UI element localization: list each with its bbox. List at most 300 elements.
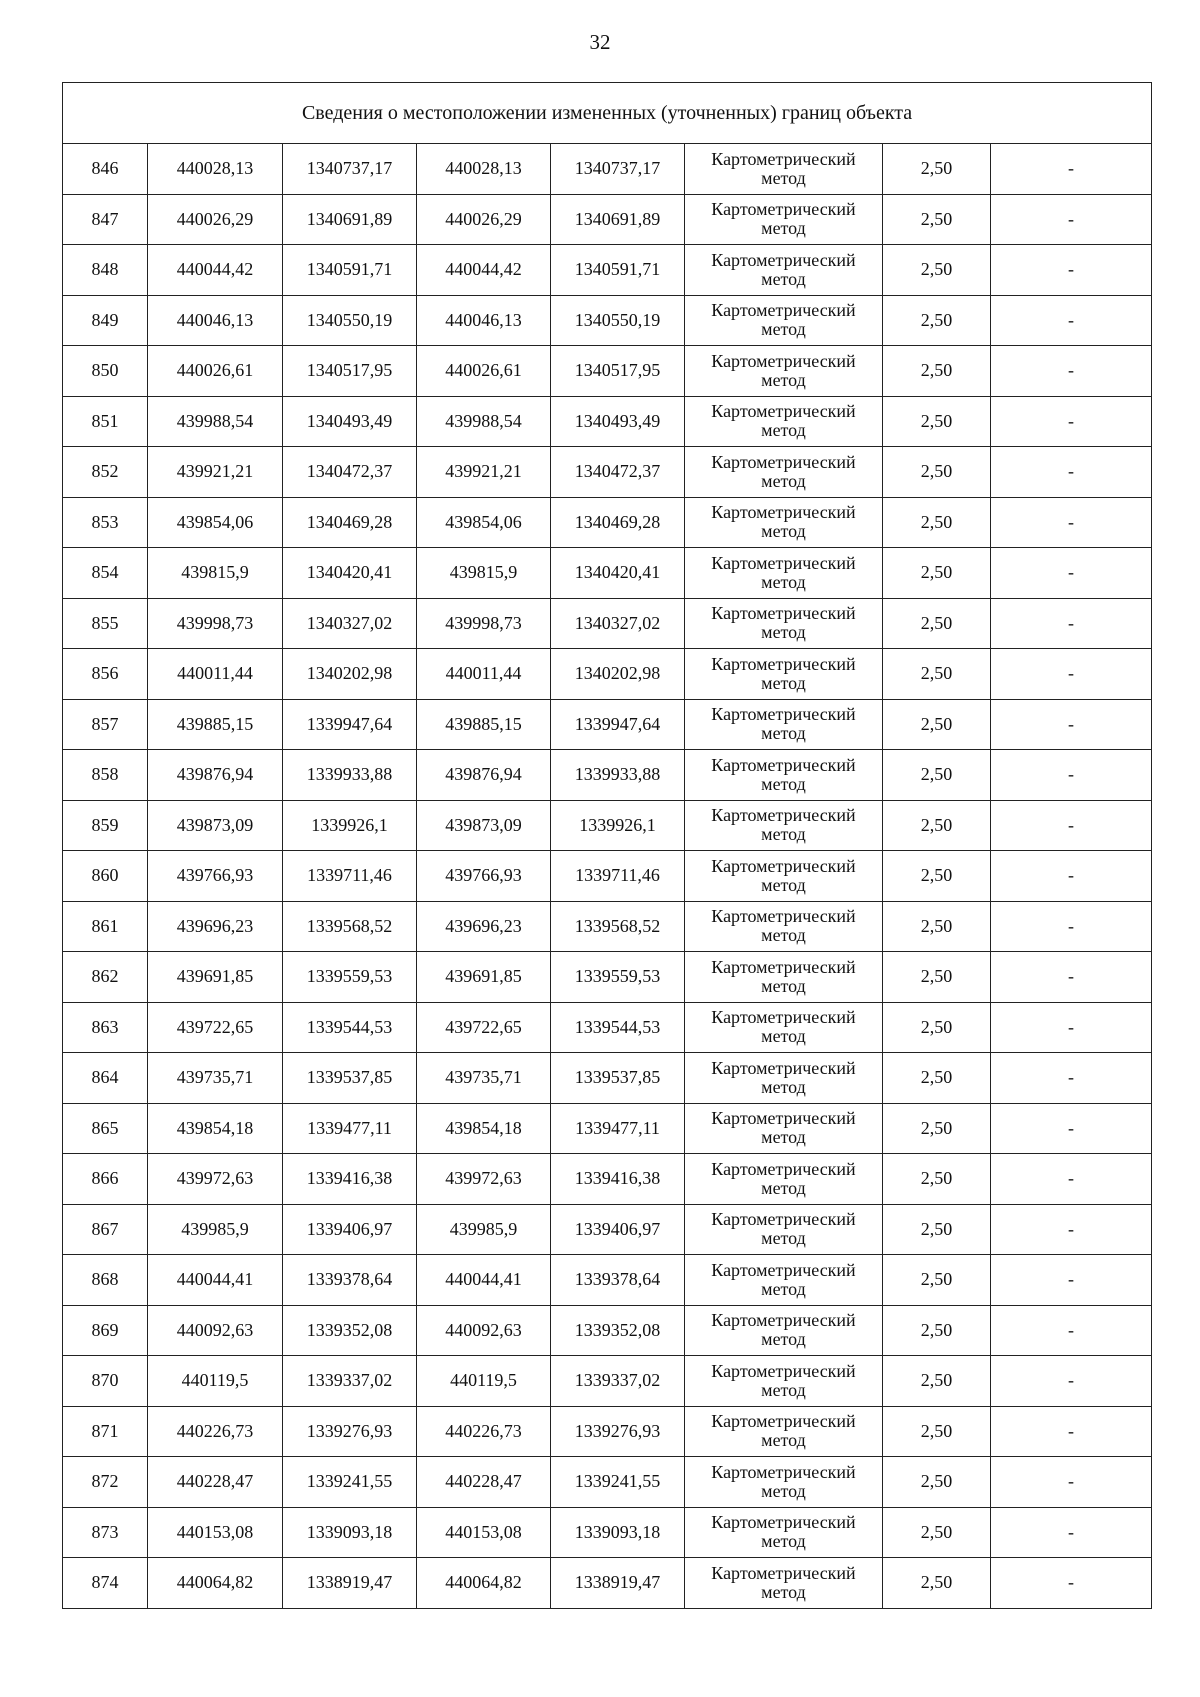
method-text: Картометрический: [711, 1562, 856, 1583]
method-cell: [685, 548, 883, 599]
point-number-cell: 871: [63, 1406, 148, 1457]
existing-x-cell: 440226,73: [148, 1406, 283, 1457]
point-number-cell: 854: [63, 548, 148, 599]
refined-x-cell: 439722,65: [417, 1002, 551, 1053]
point-number-cell: 856: [63, 649, 148, 700]
point-number-cell: 848: [63, 245, 148, 296]
refined-x-cell: 440226,73: [417, 1406, 551, 1457]
method-text: метод: [761, 470, 806, 491]
refined-y-cell: 1339537,85: [551, 1053, 685, 1104]
existing-y-cell: 1339933,88: [283, 750, 417, 801]
existing-y-cell: 1339241,55: [283, 1457, 417, 1508]
note-cell: -: [991, 295, 1152, 346]
existing-y-cell: 1339947,64: [283, 699, 417, 750]
existing-y-cell: 1340327,02: [283, 598, 417, 649]
existing-y-cell: 1340493,49: [283, 396, 417, 447]
table-row: [63, 1406, 1152, 1457]
precision-cell: 2,50: [883, 851, 991, 902]
refined-y-cell: 1340420,41: [551, 548, 685, 599]
precision-cell: 2,50: [883, 1305, 991, 1356]
method-text: метод: [761, 925, 806, 946]
method-text: Картометрический: [711, 502, 856, 523]
table-row: [63, 1204, 1152, 1255]
method-text: метод: [761, 773, 806, 794]
table-row: [63, 699, 1152, 750]
refined-y-cell: 1340737,17: [551, 144, 685, 195]
table-caption: Сведения о местоположении измененных (уточненных) границ объекта: [63, 83, 1152, 144]
table-row: [63, 1255, 1152, 1306]
method-text: Картометрический: [711, 249, 856, 270]
method-cell: [685, 1255, 883, 1306]
precision-cell: 2,50: [883, 1356, 991, 1407]
note-cell: -: [991, 1255, 1152, 1306]
note-cell: -: [991, 1507, 1152, 1558]
table-row: [63, 1457, 1152, 1508]
existing-x-cell: 439876,94: [148, 750, 283, 801]
table-row: [63, 1053, 1152, 1104]
method-text: метод: [761, 1329, 806, 1350]
method-cell: [685, 1002, 883, 1053]
refined-y-cell: 1339477,11: [551, 1103, 685, 1154]
method-text: метод: [761, 1228, 806, 1249]
existing-x-cell: 440153,08: [148, 1507, 283, 1558]
table-row: [63, 1002, 1152, 1053]
method-cell: [685, 346, 883, 397]
method-cell: [685, 750, 883, 801]
existing-y-cell: 1340691,89: [283, 194, 417, 245]
refined-x-cell: 439854,06: [417, 497, 551, 548]
refined-x-cell: 439815,9: [417, 548, 551, 599]
refined-x-cell: 439691,85: [417, 952, 551, 1003]
precision-cell: 2,50: [883, 1406, 991, 1457]
method-cell: [685, 295, 883, 346]
precision-cell: 2,50: [883, 548, 991, 599]
table-caption-row: [63, 83, 1152, 144]
refined-y-cell: 1340550,19: [551, 295, 685, 346]
method-text: метод: [761, 1531, 806, 1552]
method-cell: [685, 497, 883, 548]
refined-x-cell: 440044,41: [417, 1255, 551, 1306]
existing-x-cell: 439766,93: [148, 851, 283, 902]
method-text: метод: [761, 1026, 806, 1047]
method-text: Картометрический: [711, 1411, 856, 1432]
table-row: [63, 901, 1152, 952]
table-row: [63, 548, 1152, 599]
refined-y-cell: 1339559,53: [551, 952, 685, 1003]
existing-y-cell: 1339276,93: [283, 1406, 417, 1457]
refined-y-cell: 1339416,38: [551, 1154, 685, 1205]
refined-y-cell: 1339406,97: [551, 1204, 685, 1255]
refined-x-cell: 439873,09: [417, 800, 551, 851]
method-cell: [685, 1406, 883, 1457]
existing-y-cell: 1340591,71: [283, 245, 417, 296]
method-cell: [685, 396, 883, 447]
precision-cell: 2,50: [883, 346, 991, 397]
refined-y-cell: 1339544,53: [551, 1002, 685, 1053]
point-number-cell: 857: [63, 699, 148, 750]
precision-cell: 2,50: [883, 1558, 991, 1609]
method-text: Картометрический: [711, 754, 856, 775]
table-row: [63, 396, 1152, 447]
refined-x-cell: 439854,18: [417, 1103, 551, 1154]
note-cell: -: [991, 1305, 1152, 1356]
existing-x-cell: 439854,06: [148, 497, 283, 548]
refined-y-cell: 1339568,52: [551, 901, 685, 952]
coordinates-table: [62, 82, 1152, 1609]
method-text: метод: [761, 1177, 806, 1198]
refined-x-cell: 440011,44: [417, 649, 551, 700]
table-row: [63, 1507, 1152, 1558]
existing-x-cell: 439815,9: [148, 548, 283, 599]
refined-y-cell: 1339926,1: [551, 800, 685, 851]
note-cell: -: [991, 144, 1152, 195]
method-text: метод: [761, 1127, 806, 1148]
method-text: Картометрический: [711, 805, 856, 826]
point-number-cell: 862: [63, 952, 148, 1003]
method-text: Картометрический: [711, 350, 856, 371]
point-number-cell: 855: [63, 598, 148, 649]
existing-x-cell: 439854,18: [148, 1103, 283, 1154]
refined-y-cell: 1339947,64: [551, 699, 685, 750]
method-cell: [685, 901, 883, 952]
refined-x-cell: 440044,42: [417, 245, 551, 296]
table-row: [63, 851, 1152, 902]
method-text: метод: [761, 1076, 806, 1097]
method-text: Картометрический: [711, 906, 856, 927]
method-cell: [685, 699, 883, 750]
method-text: метод: [761, 319, 806, 340]
existing-x-cell: 439873,09: [148, 800, 283, 851]
note-cell: -: [991, 598, 1152, 649]
method-cell: [685, 245, 883, 296]
refined-y-cell: 1340517,95: [551, 346, 685, 397]
table-row: [63, 952, 1152, 1003]
method-text: Картометрический: [711, 1259, 856, 1280]
refined-y-cell: 1340472,37: [551, 447, 685, 498]
point-number-cell: 874: [63, 1558, 148, 1609]
method-cell: [685, 1053, 883, 1104]
refined-y-cell: 1339241,55: [551, 1457, 685, 1508]
note-cell: -: [991, 750, 1152, 801]
precision-cell: 2,50: [883, 295, 991, 346]
note-cell: -: [991, 851, 1152, 902]
existing-y-cell: 1340517,95: [283, 346, 417, 397]
precision-cell: 2,50: [883, 1053, 991, 1104]
table-row: [63, 1558, 1152, 1609]
note-cell: -: [991, 901, 1152, 952]
existing-x-cell: 439885,15: [148, 699, 283, 750]
table-row: [63, 245, 1152, 296]
refined-y-cell: 1339933,88: [551, 750, 685, 801]
note-cell: -: [991, 497, 1152, 548]
note-cell: -: [991, 1053, 1152, 1104]
existing-y-cell: 1339559,53: [283, 952, 417, 1003]
precision-cell: 2,50: [883, 245, 991, 296]
refined-x-cell: 439735,71: [417, 1053, 551, 1104]
note-cell: -: [991, 1457, 1152, 1508]
method-text: Картометрический: [711, 552, 856, 573]
method-text: Картометрический: [711, 1310, 856, 1331]
method-text: метод: [761, 1430, 806, 1451]
method-text: метод: [761, 824, 806, 845]
method-text: метод: [761, 268, 806, 289]
precision-cell: 2,50: [883, 1103, 991, 1154]
refined-y-cell: 1339337,02: [551, 1356, 685, 1407]
point-number-cell: 869: [63, 1305, 148, 1356]
note-cell: -: [991, 245, 1152, 296]
method-cell: [685, 851, 883, 902]
refined-x-cell: 439876,94: [417, 750, 551, 801]
existing-y-cell: 1340202,98: [283, 649, 417, 700]
table-row: [63, 447, 1152, 498]
existing-y-cell: 1340737,17: [283, 144, 417, 195]
existing-x-cell: 440011,44: [148, 649, 283, 700]
table-row: [63, 649, 1152, 700]
existing-y-cell: 1338919,47: [283, 1558, 417, 1609]
note-cell: -: [991, 1103, 1152, 1154]
existing-y-cell: 1339093,18: [283, 1507, 417, 1558]
method-text: Картометрический: [711, 1057, 856, 1078]
existing-y-cell: 1339537,85: [283, 1053, 417, 1104]
method-cell: [685, 598, 883, 649]
method-text: метод: [761, 1480, 806, 1501]
existing-x-cell: 439735,71: [148, 1053, 283, 1104]
point-number-cell: 867: [63, 1204, 148, 1255]
method-cell: [685, 1103, 883, 1154]
existing-x-cell: 439921,21: [148, 447, 283, 498]
existing-x-cell: 439691,85: [148, 952, 283, 1003]
table-row: [63, 497, 1152, 548]
precision-cell: 2,50: [883, 952, 991, 1003]
precision-cell: 2,50: [883, 598, 991, 649]
method-text: метод: [761, 874, 806, 895]
precision-cell: 2,50: [883, 1154, 991, 1205]
table-row: [63, 750, 1152, 801]
method-text: Картометрический: [711, 704, 856, 725]
refined-y-cell: 1340202,98: [551, 649, 685, 700]
existing-x-cell: 440046,13: [148, 295, 283, 346]
existing-y-cell: 1340469,28: [283, 497, 417, 548]
method-text: метод: [761, 1379, 806, 1400]
method-cell: [685, 1305, 883, 1356]
point-number-cell: 850: [63, 346, 148, 397]
precision-cell: 2,50: [883, 144, 991, 195]
refined-x-cell: 439766,93: [417, 851, 551, 902]
method-text: метод: [761, 521, 806, 542]
precision-cell: 2,50: [883, 699, 991, 750]
method-text: метод: [761, 167, 806, 188]
method-text: метод: [761, 622, 806, 643]
point-number-cell: 873: [63, 1507, 148, 1558]
existing-x-cell: 439988,54: [148, 396, 283, 447]
refined-y-cell: 1339352,08: [551, 1305, 685, 1356]
point-number-cell: 864: [63, 1053, 148, 1104]
refined-x-cell: 439885,15: [417, 699, 551, 750]
refined-x-cell: 439921,21: [417, 447, 551, 498]
method-text: Картометрический: [711, 855, 856, 876]
method-text: Картометрический: [711, 956, 856, 977]
method-cell: [685, 194, 883, 245]
existing-x-cell: 440228,47: [148, 1457, 283, 1508]
method-text: метод: [761, 369, 806, 390]
table-row: [63, 598, 1152, 649]
refined-y-cell: 1340691,89: [551, 194, 685, 245]
existing-x-cell: 440028,13: [148, 144, 283, 195]
point-number-cell: 861: [63, 901, 148, 952]
method-text: Картометрический: [711, 148, 856, 169]
refined-x-cell: 440028,13: [417, 144, 551, 195]
method-cell: [685, 800, 883, 851]
precision-cell: 2,50: [883, 901, 991, 952]
method-cell: [685, 1154, 883, 1205]
note-cell: -: [991, 800, 1152, 851]
method-text: метод: [761, 1278, 806, 1299]
existing-y-cell: 1339337,02: [283, 1356, 417, 1407]
existing-x-cell: 439985,9: [148, 1204, 283, 1255]
existing-y-cell: 1339378,64: [283, 1255, 417, 1306]
method-cell: [685, 649, 883, 700]
method-text: Картометрический: [711, 199, 856, 220]
method-text: Картометрический: [711, 451, 856, 472]
refined-y-cell: 1340591,71: [551, 245, 685, 296]
point-number-cell: 863: [63, 1002, 148, 1053]
existing-x-cell: 440026,29: [148, 194, 283, 245]
table-row: [63, 1154, 1152, 1205]
point-number-cell: 868: [63, 1255, 148, 1306]
method-text: Картометрический: [711, 401, 856, 422]
existing-y-cell: 1339416,38: [283, 1154, 417, 1205]
page-number: 32: [589, 30, 611, 54]
method-text: Картометрический: [711, 1108, 856, 1129]
method-cell: [685, 447, 883, 498]
precision-cell: 2,50: [883, 497, 991, 548]
note-cell: -: [991, 194, 1152, 245]
note-cell: -: [991, 1204, 1152, 1255]
point-number-cell: 872: [63, 1457, 148, 1508]
refined-x-cell: 440228,47: [417, 1457, 551, 1508]
precision-cell: 2,50: [883, 1507, 991, 1558]
refined-y-cell: 1338919,47: [551, 1558, 685, 1609]
refined-y-cell: 1339276,93: [551, 1406, 685, 1457]
existing-x-cell: 440026,61: [148, 346, 283, 397]
refined-y-cell: 1340469,28: [551, 497, 685, 548]
existing-y-cell: 1340472,37: [283, 447, 417, 498]
precision-cell: 2,50: [883, 447, 991, 498]
precision-cell: 2,50: [883, 750, 991, 801]
point-number-cell: 849: [63, 295, 148, 346]
existing-y-cell: 1340550,19: [283, 295, 417, 346]
table-row: [63, 1356, 1152, 1407]
existing-y-cell: 1339544,53: [283, 1002, 417, 1053]
table-row: [63, 800, 1152, 851]
existing-y-cell: 1339406,97: [283, 1204, 417, 1255]
method-text: метод: [761, 723, 806, 744]
refined-x-cell: 440026,29: [417, 194, 551, 245]
precision-cell: 2,50: [883, 1002, 991, 1053]
note-cell: -: [991, 1406, 1152, 1457]
method-text: Картометрический: [711, 300, 856, 321]
refined-y-cell: 1339711,46: [551, 851, 685, 902]
method-text: Картометрический: [711, 1360, 856, 1381]
existing-y-cell: 1339568,52: [283, 901, 417, 952]
method-text: метод: [761, 420, 806, 441]
method-cell: [685, 952, 883, 1003]
method-cell: [685, 1356, 883, 1407]
table-row: [63, 346, 1152, 397]
existing-x-cell: 440119,5: [148, 1356, 283, 1407]
existing-x-cell: 439998,73: [148, 598, 283, 649]
point-number-cell: 865: [63, 1103, 148, 1154]
note-cell: -: [991, 649, 1152, 700]
point-number-cell: 859: [63, 800, 148, 851]
note-cell: -: [991, 1154, 1152, 1205]
table-row: [63, 144, 1152, 195]
point-number-cell: 858: [63, 750, 148, 801]
refined-x-cell: 440026,61: [417, 346, 551, 397]
refined-x-cell: 439696,23: [417, 901, 551, 952]
method-text: Картометрический: [711, 1007, 856, 1028]
note-cell: -: [991, 396, 1152, 447]
method-text: метод: [761, 218, 806, 239]
existing-y-cell: 1339711,46: [283, 851, 417, 902]
method-cell: [685, 1558, 883, 1609]
existing-x-cell: 440092,63: [148, 1305, 283, 1356]
method-text: Картометрический: [711, 1158, 856, 1179]
refined-x-cell: 439998,73: [417, 598, 551, 649]
method-text: метод: [761, 571, 806, 592]
method-cell: [685, 1507, 883, 1558]
existing-y-cell: 1339352,08: [283, 1305, 417, 1356]
point-number-cell: 846: [63, 144, 148, 195]
refined-x-cell: 439985,9: [417, 1204, 551, 1255]
note-cell: -: [991, 447, 1152, 498]
refined-x-cell: 439988,54: [417, 396, 551, 447]
point-number-cell: 853: [63, 497, 148, 548]
method-cell: [685, 144, 883, 195]
precision-cell: 2,50: [883, 396, 991, 447]
existing-x-cell: 439972,63: [148, 1154, 283, 1205]
refined-x-cell: 440119,5: [417, 1356, 551, 1407]
point-number-cell: 847: [63, 194, 148, 245]
precision-cell: 2,50: [883, 1204, 991, 1255]
point-number-cell: 870: [63, 1356, 148, 1407]
precision-cell: 2,50: [883, 1255, 991, 1306]
existing-x-cell: 439722,65: [148, 1002, 283, 1053]
existing-x-cell: 440064,82: [148, 1558, 283, 1609]
precision-cell: 2,50: [883, 194, 991, 245]
note-cell: -: [991, 548, 1152, 599]
existing-y-cell: 1340420,41: [283, 548, 417, 599]
table-row: [63, 295, 1152, 346]
existing-y-cell: 1339477,11: [283, 1103, 417, 1154]
method-cell: [685, 1457, 883, 1508]
method-text: метод: [761, 1581, 806, 1602]
method-text: Картометрический: [711, 653, 856, 674]
note-cell: -: [991, 1558, 1152, 1609]
precision-cell: 2,50: [883, 800, 991, 851]
existing-x-cell: 439696,23: [148, 901, 283, 952]
refined-x-cell: 440046,13: [417, 295, 551, 346]
table-row: [63, 1103, 1152, 1154]
refined-y-cell: 1339093,18: [551, 1507, 685, 1558]
refined-y-cell: 1340327,02: [551, 598, 685, 649]
method-text: Картометрический: [711, 1512, 856, 1533]
refined-y-cell: 1339378,64: [551, 1255, 685, 1306]
existing-x-cell: 440044,42: [148, 245, 283, 296]
table-row: [63, 1305, 1152, 1356]
method-cell: [685, 1204, 883, 1255]
refined-x-cell: 440153,08: [417, 1507, 551, 1558]
